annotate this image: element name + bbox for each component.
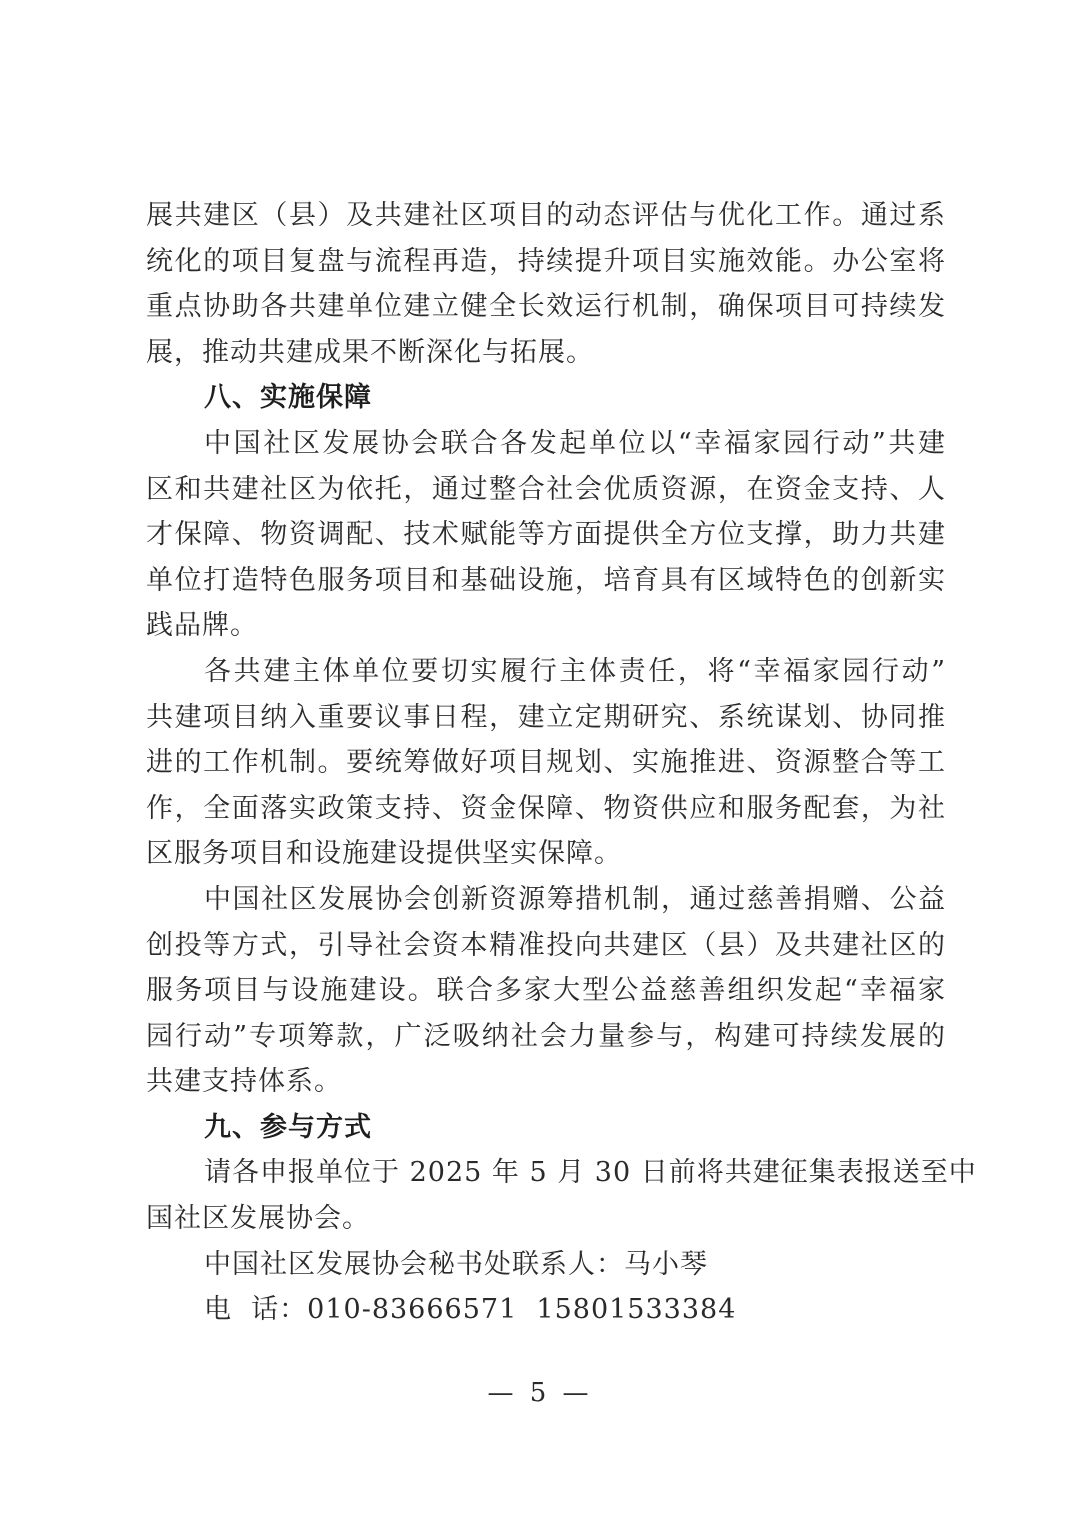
text-line: 请各申报单位于 2025 年 5 月 30 日前将共建征集表报送至中	[204, 1157, 977, 1189]
text-line: 展，推动共建成果不断深化与拓展。	[146, 336, 594, 368]
text-line: 创投等方式，引导社会资本精准投向共建区（县）及共建社区的	[146, 929, 946, 961]
text-line: 中国社区发展协会创新资源筹措机制，通过慈善捐赠、公益	[204, 883, 946, 915]
paragraph-responsibility	[146, 649, 946, 877]
paragraph-funding	[146, 877, 946, 1105]
text-line: 展共建区（县）及共建社区项目的动态评估与优化工作。通过系	[146, 200, 946, 231]
contact-phone	[146, 1287, 946, 1333]
section-heading-participation: 九、参与方式	[204, 1111, 372, 1143]
paragraph-continuation	[146, 193, 946, 375]
text-line: 服务项目与设施建设。联合多家大型公益慈善组织发起“幸福家	[146, 975, 946, 1007]
text-line: 单位打造特色服务项目和基础设施，培育具有区域特色的创新实	[146, 564, 946, 596]
text-line: 践品牌。	[146, 610, 258, 642]
page-number: — 5 —	[487, 1378, 593, 1408]
paragraph-submission	[146, 1150, 977, 1241]
contact-person	[146, 1242, 946, 1288]
text-line: 才保障、物资调配、技术赋能等方面提供全方位支撑，助力共建	[146, 519, 946, 551]
text-line: 电 话：010-83666571 15801533384	[204, 1294, 737, 1326]
section-heading-implementation: 八、实施保障	[204, 382, 372, 414]
text-line: 共建支持体系。	[146, 1066, 342, 1098]
paragraph-support	[146, 421, 946, 649]
text-line: 国社区发展协会。	[146, 1203, 370, 1235]
document-body	[146, 193, 977, 1333]
text-line: 重点协助各共建单位建立健全长效运行机制，确保项目可持续发	[146, 291, 946, 323]
text-line: 统化的项目复盘与流程再造，持续提升项目实施效能。办公室将	[146, 245, 946, 277]
text-line: 区和共建社区为依托，通过整合社会优质资源，在资金支持、人	[146, 473, 946, 505]
text-line: 中国社区发展协会联合各发起单位以“幸福家园行动”共建	[204, 427, 946, 459]
text-line: 各共建主体单位要切实履行主体责任，将“幸福家园行动”	[204, 655, 946, 687]
text-line: 区服务项目和设施建设提供坚实保障。	[146, 838, 622, 870]
text-line: 园行动”专项筹款，广泛吸纳社会力量参与，构建可持续发展的	[146, 1020, 946, 1052]
text-line: 进的工作机制。要统筹做好项目规划、实施推进、资源整合等工	[146, 747, 946, 779]
text-line: 中国社区发展协会秘书处联系人：马小琴	[204, 1248, 708, 1280]
text-line: 作，全面落实政策支持、资金保障、物资供应和服务配套，为社	[146, 792, 946, 824]
text-line: 共建项目纳入重要议事日程，建立定期研究、系统谋划、协同推	[146, 701, 946, 733]
